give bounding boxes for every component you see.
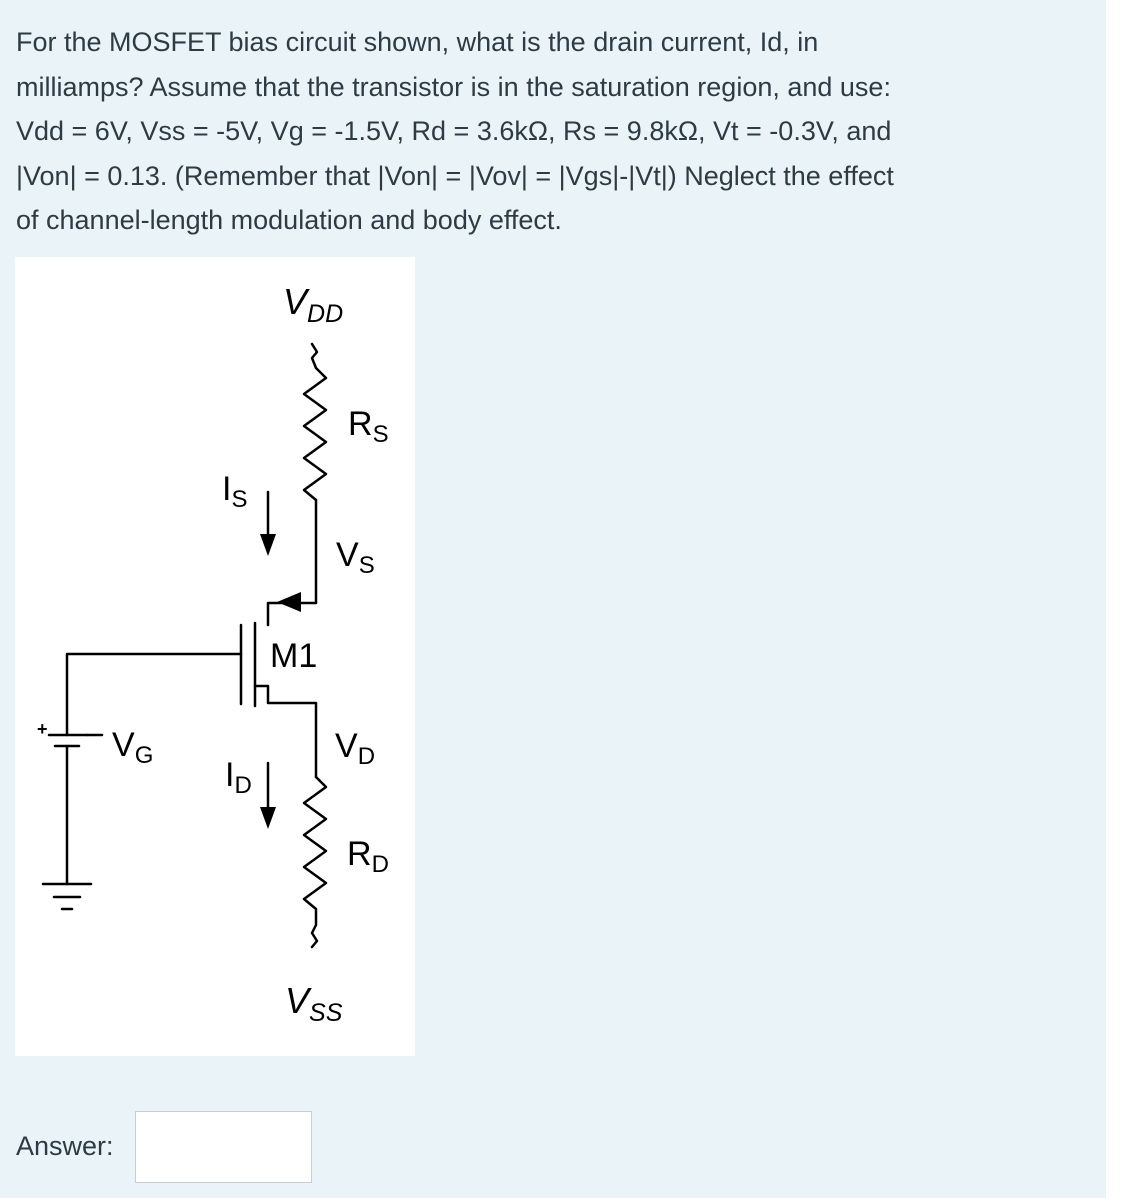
m1-label: M1 [270, 637, 318, 675]
answer-input[interactable] [135, 1111, 312, 1183]
question-line: For the MOSFET bias circuit shown, what is the drain current, Id, in [16, 27, 819, 57]
vg-plus-sign: + [37, 719, 48, 739]
circuit-figure [15, 257, 415, 1056]
rs-resistor [304, 368, 326, 500]
vs-label: $V_S$ [336, 536, 375, 579]
vdd-wire [312, 344, 317, 368]
question-line: of channel-length modulation and body effect. [16, 205, 562, 236]
vdd-label: $V_{DD}$ [283, 281, 344, 328]
drain-wire [255, 686, 316, 777]
question-line: |Von| = 0.13. (Remember that |Von| = |Vov| = |Vgs|-|Vt|) Neglect the effect [16, 160, 894, 191]
question-line: milliamps? Assume that the transistor is in the saturation region, and use: [16, 71, 891, 102]
circuit-diagram [15, 257, 415, 1056]
gate-wire [67, 654, 241, 735]
is-arrowhead-icon [260, 534, 276, 556]
source-arrow-icon [277, 592, 301, 612]
is-label: $I_S$ [222, 470, 248, 513]
vd-label: $V_D$ [335, 727, 376, 770]
answer-label: Answer: [16, 1131, 114, 1161]
vss-label: $V_{SS}$ [285, 980, 343, 1027]
question-line: Vdd = 6V, Vss = -5V, Vg = -1.5V, Rd = 3.6kΩ, Rs = 9.8kΩ, Vt = -0.3V, and [16, 116, 892, 147]
rd-resistor [304, 777, 326, 947]
rs-label: $R_S$ [348, 405, 389, 448]
id-label: $I_D$ [225, 756, 252, 799]
question-text [16, 20, 1076, 243]
id-arrowhead-icon [260, 807, 276, 829]
vg-label: $V_G$ [112, 726, 154, 769]
rd-label: $R_D$ [347, 835, 389, 878]
